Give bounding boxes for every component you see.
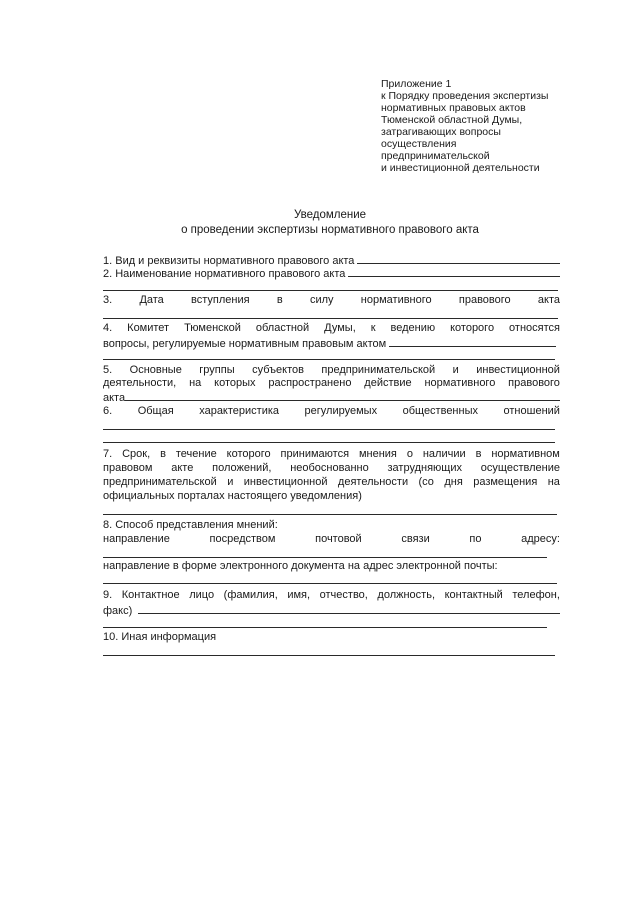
word: Тюменской (184, 322, 241, 334)
word: посредством (209, 533, 276, 545)
word: в (475, 448, 482, 460)
word: нормативного (360, 294, 432, 306)
word: акте (171, 462, 194, 474)
appendix-line: Тюменской областной Думы, (381, 114, 523, 126)
word: принимаются (280, 448, 350, 460)
word: и (227, 476, 234, 488)
word: которого (450, 322, 495, 334)
word: 9. (103, 589, 113, 601)
item-7-line-4: официальных порталах настоящего уведомления) (103, 490, 362, 502)
item-6 (103, 405, 560, 418)
appendix-line: нормативных правовых актов (381, 102, 526, 114)
item-9-line-1 (103, 589, 560, 602)
word: мнения (358, 448, 397, 460)
item-10: 10. Иная информация (103, 631, 217, 643)
word: правового (458, 294, 511, 306)
word: адресу: (521, 533, 560, 545)
item-1-blank-line (357, 253, 560, 264)
word: отчество, (319, 589, 368, 601)
word: о (406, 448, 413, 460)
word: дня (444, 476, 463, 488)
item-2-label: 2. Наименование нормативного правового акта (103, 268, 346, 280)
item-6-blank-line-2 (103, 442, 555, 443)
word: силу (309, 294, 334, 306)
word: характеристика (199, 405, 280, 417)
item-3-blank-line (103, 318, 558, 319)
item-4-line-2 (103, 336, 560, 351)
word: 4. (103, 322, 113, 334)
word: деятельности, (103, 377, 177, 389)
item-4-line-1 (103, 322, 560, 335)
item-8-line-post (103, 533, 560, 546)
item-4-blank-line (389, 336, 556, 347)
word: Думы, (324, 322, 356, 334)
item-5-line-3 (103, 390, 560, 405)
item-8-heading: 8. Способ представления мнений: (103, 519, 278, 531)
word: почтовой (315, 533, 362, 545)
item-5-line-2 (103, 377, 560, 390)
item-5-label-end: акта (103, 392, 126, 404)
item-5-blank-line (125, 390, 560, 401)
word: осуществление (480, 462, 560, 474)
word: к (370, 322, 376, 334)
word: Срок, (122, 448, 151, 460)
word: наличии (422, 448, 466, 460)
word: связи (401, 533, 430, 545)
word: инвестиционной (476, 364, 560, 376)
word: которого (226, 448, 271, 460)
word: распространено (268, 377, 352, 389)
word: регулируемых (304, 405, 378, 417)
appendix-line: осуществления (381, 138, 457, 150)
item-9-line-2 (103, 603, 560, 618)
word: должность, (377, 589, 435, 601)
item-2-blank-line (348, 266, 560, 277)
item-9-blank-line (138, 603, 560, 614)
word: относятся (509, 322, 560, 334)
word: на (189, 377, 202, 389)
appendix-block (381, 78, 601, 174)
word: 3. (103, 294, 113, 306)
word: правовом (103, 462, 153, 474)
appendix-line: к Порядку проведения экспертизы (381, 90, 549, 102)
document-subtitle: о проведении экспертизы нормативного правового акта (181, 224, 479, 236)
appendix-line: и инвестиционной деятельности (381, 162, 540, 174)
word: имя, (287, 589, 311, 601)
word: деятельности (337, 476, 409, 488)
word: субъектов (252, 364, 304, 376)
word: группы (199, 364, 235, 376)
item-6-blank-line-1 (103, 429, 555, 430)
word: в (276, 294, 283, 306)
word: направление (103, 533, 170, 545)
word: Комитет (127, 322, 170, 334)
word: нормативном (491, 448, 560, 460)
word: отношений (503, 405, 560, 417)
item-10-blank-line (103, 655, 555, 656)
word: (фамилия, (223, 589, 278, 601)
word: положений, (212, 462, 272, 474)
word: (со (418, 476, 434, 488)
item-5-line-1 (103, 364, 560, 377)
item-1-label: 1. Вид и реквизиты нормативного правового акта (103, 255, 355, 267)
item-8-email-blank-line (103, 583, 557, 584)
word: предпринимательской (103, 476, 217, 488)
item-7-line-1 (103, 448, 560, 461)
word: 6. (103, 405, 113, 417)
word: телефон, (512, 589, 560, 601)
appendix-line: Приложение 1 (381, 78, 452, 90)
item-7-line-3 (103, 476, 560, 489)
item-9-extra-line (103, 627, 547, 628)
word: которых (214, 377, 256, 389)
item-7-line-2 (103, 462, 560, 475)
item-4-extra-line (103, 359, 555, 360)
word: размещения (473, 476, 538, 488)
word: по (469, 533, 482, 545)
word: областной (255, 322, 310, 334)
word: затрудняющих (387, 462, 462, 474)
word: течение (175, 448, 217, 460)
word: 5. (103, 364, 113, 376)
word: и (452, 364, 459, 376)
word: общественных (402, 405, 478, 417)
word: Общая (137, 405, 174, 417)
word: контактный (444, 589, 503, 601)
item-9-label-end: факс) (103, 605, 133, 617)
item-8-post-blank-line (103, 557, 547, 558)
word: ведению (390, 322, 436, 334)
document-title: Уведомление (293, 209, 367, 221)
word: нормативного (424, 377, 496, 389)
word: Контактное (121, 589, 180, 601)
word: на (547, 476, 560, 488)
word: Дата (139, 294, 164, 306)
word: 7. (103, 448, 113, 460)
appendix-line: предпринимательской (381, 150, 490, 162)
word: предпринимательской (321, 364, 436, 376)
appendix-line: затрагивающих вопросы (381, 126, 501, 138)
item-2 (103, 266, 560, 281)
word: действие (364, 377, 412, 389)
word: Основные (129, 364, 182, 376)
word: акта (537, 294, 560, 306)
word: необоснованно (290, 462, 369, 474)
word: инвестиционной (243, 476, 328, 488)
item-2-extra-line (103, 290, 558, 291)
item-4-label: вопросы, регулируемые нормативным правовым актом (103, 338, 387, 350)
item-3 (103, 294, 560, 307)
word: правового (508, 377, 560, 389)
word: вступления (191, 294, 250, 306)
word: в (160, 448, 166, 460)
word: лицо (189, 589, 215, 601)
item-8-line-email: направление в форме электронного документа на адрес электронной почты: (103, 560, 498, 572)
item-7-blank-line (103, 514, 557, 515)
